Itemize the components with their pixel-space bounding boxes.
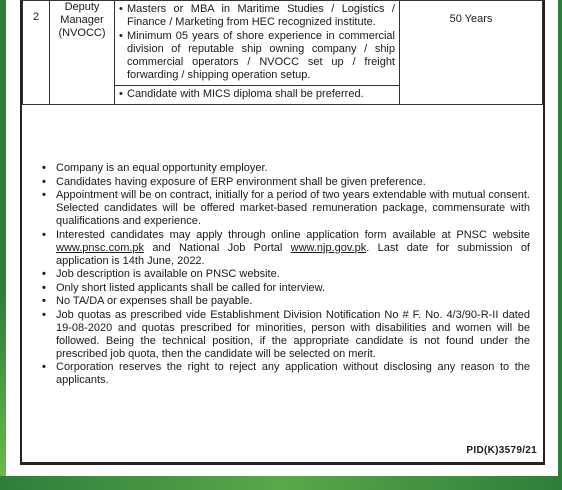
list-item: • Corporation reserves the right to reject any application without disclosing any reason to the applicants. — [42, 361, 530, 386]
list-item: • Interested candidates may apply through online application form available at PNSC website www.pnsc.com.pk and National Job Portal www.njp.gov.pk. Last date for submission of application is 14th June, 2022. — [42, 228, 530, 267]
advertisement-document — [20, 0, 545, 465]
left-border-decoration — [0, 0, 6, 490]
list-item: • Only short listed applicants shall be called for interview. — [42, 281, 326, 294]
list-item: • Minimum 05 years of shore experience in commercial division of reputable ship owning company / ship commercial operators / NVOCC set up / freight forwarding / shipping operation setup. — [119, 30, 395, 81]
list-item: • No TA/DA or expenses shall be payable. — [42, 295, 253, 307]
list-item: • Company is an equal opportunity employer. — [42, 162, 268, 174]
table-row — [23, 1, 543, 105]
list-item: • Job quotas as prescribed vide Establishment Division Notification No # F. No. 4/3/90-R-II dated 19-08-2020 and quotas prescribed for minorities, person with disabilities and women will be followed. Being the technical position, if the appropriate candidate is not found under the prescribed job quota, then the candidate will be selected on merit. — [42, 308, 530, 360]
list-item: • Appointment will be on contract, initially for a period of two years extendable with mutual consent. Selected candidates will be offered market-based remuneration package, commensurate with qualifications and experience. — [42, 189, 530, 227]
list-item: • Job description is available on PNSC website. — [42, 268, 280, 280]
publication-id: PID(K)3579/21 — [466, 445, 537, 456]
njp-portal-link[interactable]: www.njp.gov.pk — [290, 241, 367, 254]
right-border-decoration — [558, 0, 562, 490]
list-item: • Candidates having exposure of ERP environment shall be given preference. — [42, 175, 426, 188]
jobs-table — [22, 0, 543, 105]
notes-list — [42, 162, 530, 388]
pnsc-website-link[interactable]: www.pnsc.com.pk — [56, 241, 145, 254]
list-item: • Masters or MBA in Maritime Studies / Logistics / Finance / Marketing from HEC recognized institute. — [119, 3, 395, 28]
qualifications-cell — [115, 1, 400, 105]
post-title: Deputy Manager (NVOCC) — [50, 1, 115, 105]
max-age: 50 Years — [400, 1, 543, 105]
bottom-border-decoration — [0, 476, 562, 490]
serial-number: 2 — [23, 1, 50, 105]
preferred-note: • Candidate with MICS diploma shall be preferred. — [119, 88, 364, 100]
